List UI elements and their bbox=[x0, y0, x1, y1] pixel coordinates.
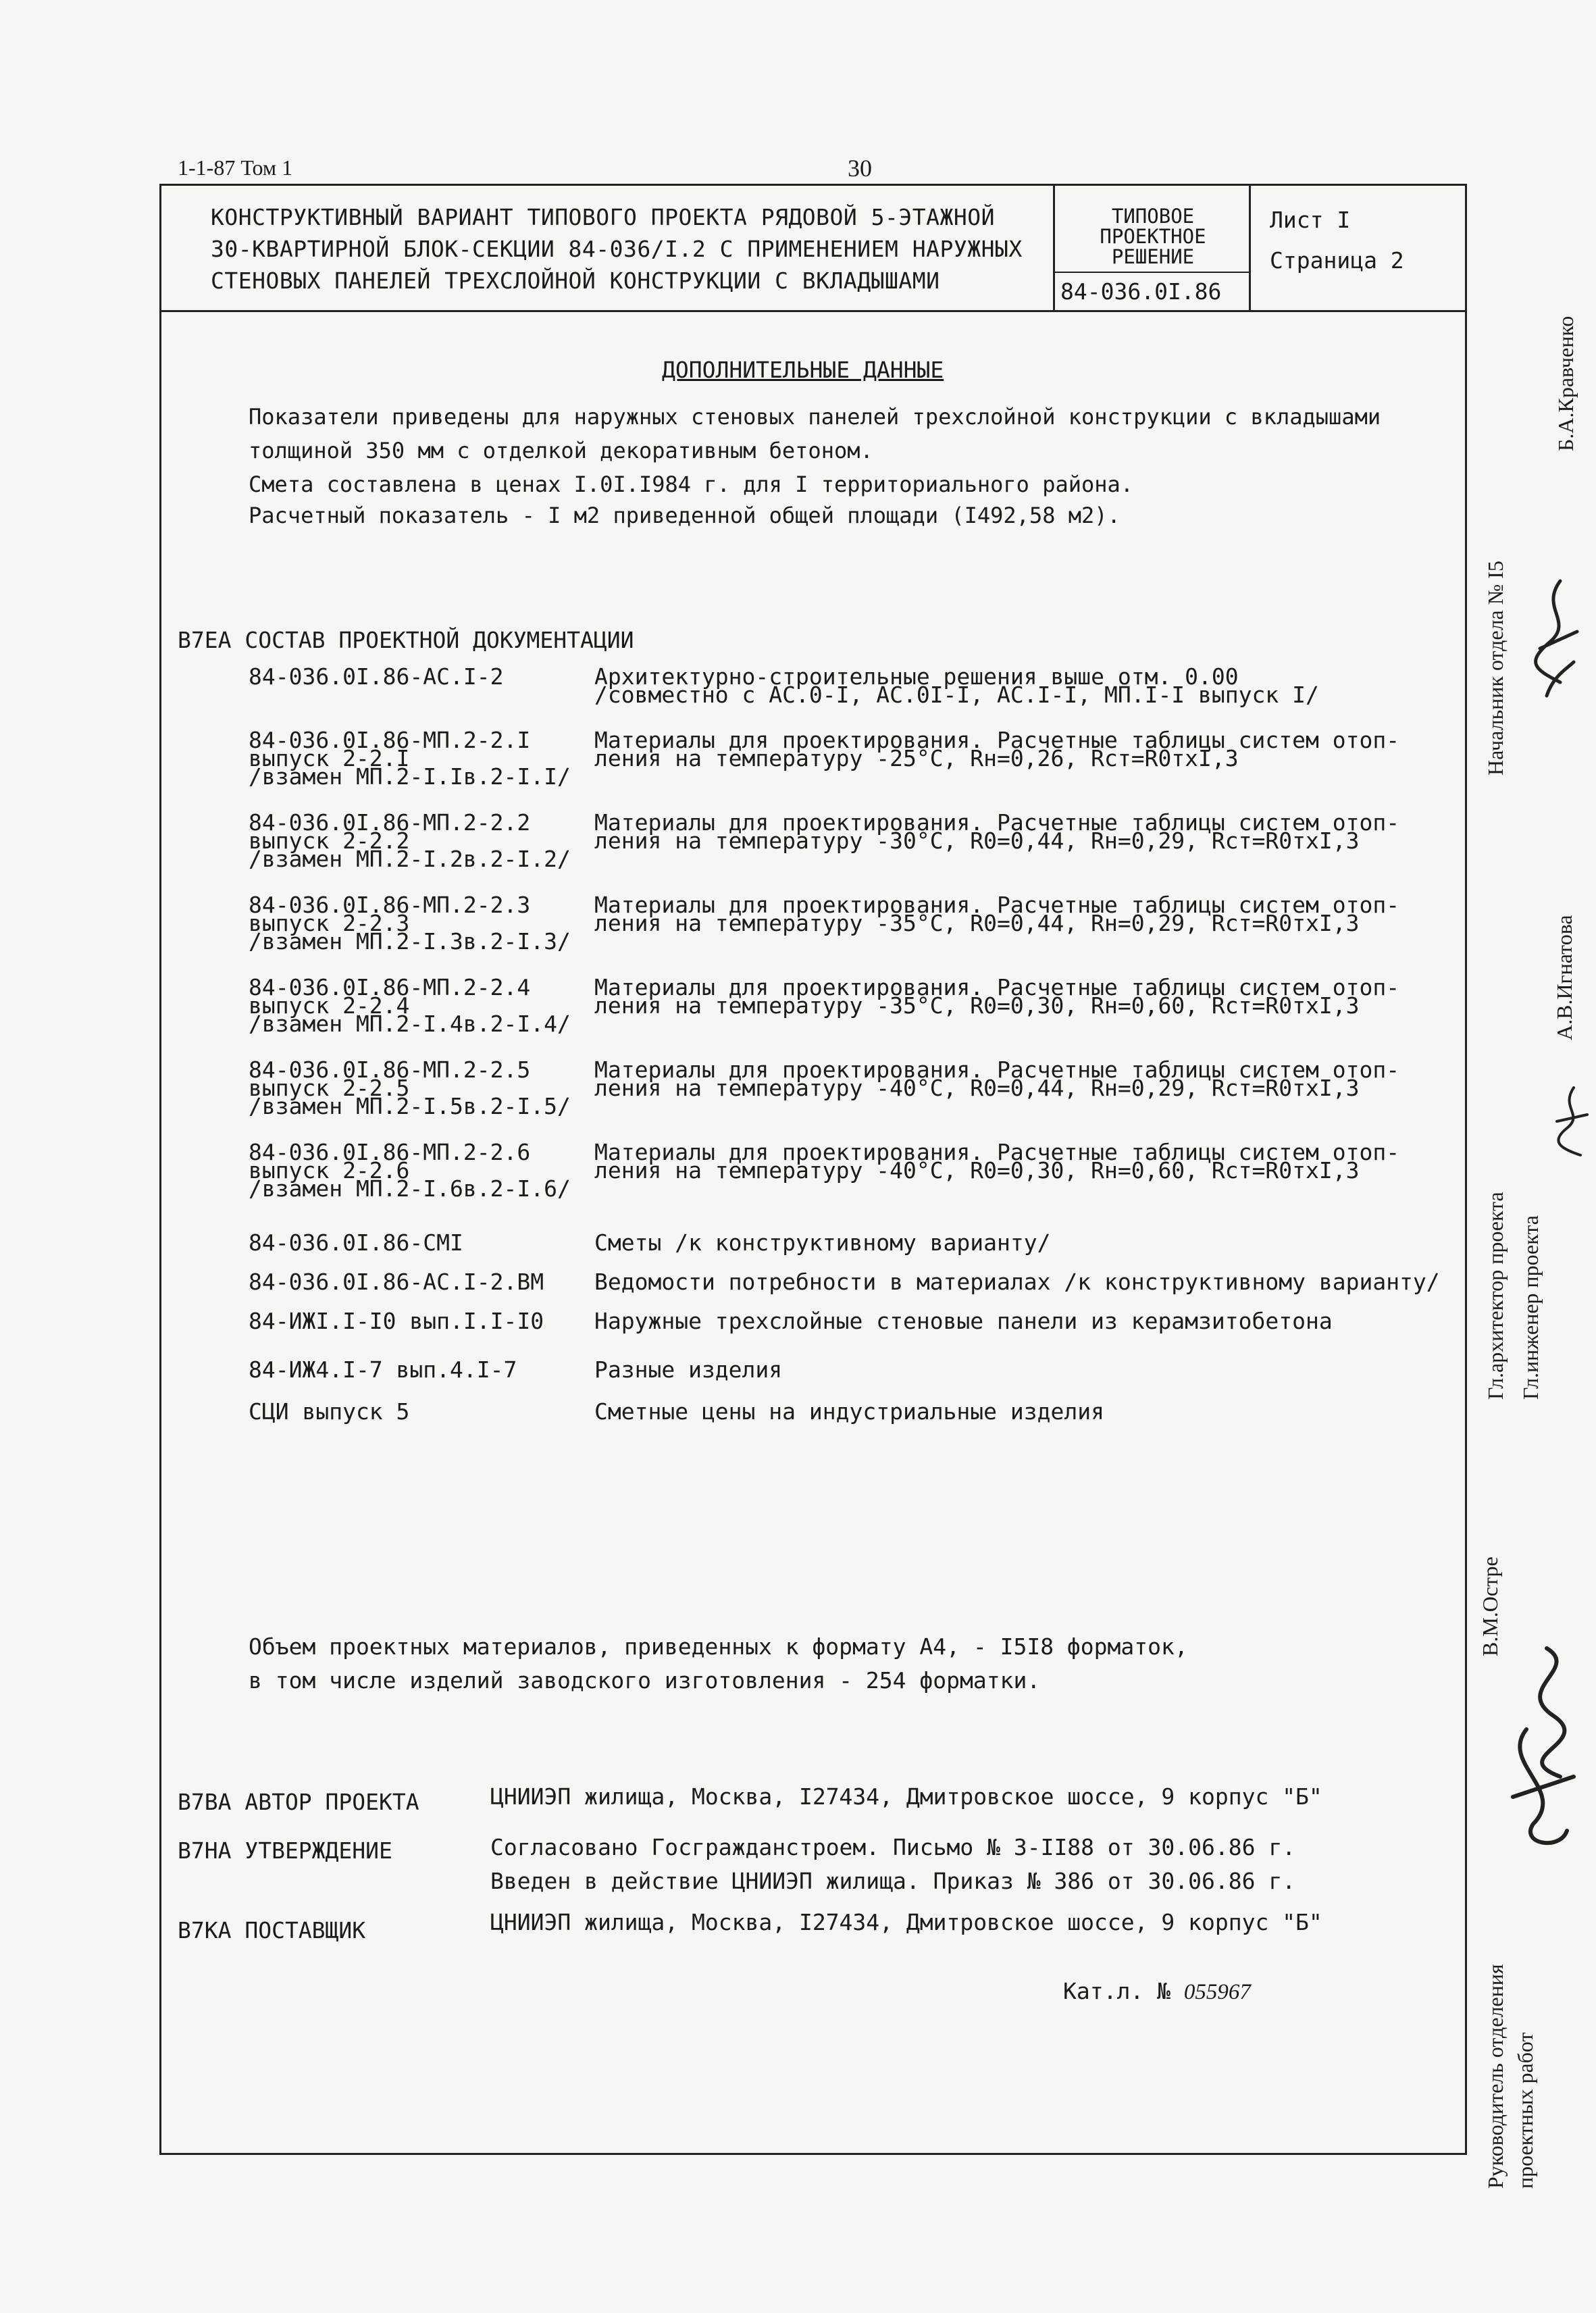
head-dept-title: Начальник отдела № I5 bbox=[1483, 561, 1508, 776]
doc-code: 84-036.0I.86-МП.2-2.5 выпуск 2-2.5 /взамен МП.2-I.5в.2-I.5/ bbox=[249, 1057, 571, 1119]
title-line: 30-КВАРТИРНОЙ БЛОК-СЕКЦИИ 84-036/I.2 С ПРИМЕНЕНИЕМ НАРУЖНЫХ bbox=[211, 236, 1023, 262]
doc-code: 84-036.0I.86-МП.2-2.6 выпуск 2-2.6 /взамен МП.2-I.6в.2-I.6/ bbox=[249, 1139, 571, 1202]
sheet-number: Лист I bbox=[1270, 207, 1351, 233]
supplier-label: В7КА ПОСТАВЩИК bbox=[178, 1917, 366, 1943]
approval-label: В7НА УТВЕРЖДЕНИЕ bbox=[178, 1837, 392, 1864]
additional-paragraph: толщиной 350 мм с отделкой декоративным бетоном. bbox=[249, 438, 873, 463]
doc-code: 84-036.0I.86-МП.2-2.I выпуск 2-2.I /взамен МП.2-I.Iв.2-I.I/ bbox=[249, 727, 571, 790]
doc-description: Материалы для проектирования. Расчетные таблицы систем отоп- ления на температуру -35°С, R0=0,44, Rн=0,29, Rст=R0тхI,3 bbox=[594, 892, 1400, 936]
signature-manager bbox=[1486, 1642, 1587, 1858]
catalog-number bbox=[1063, 1978, 1251, 2005]
doc-code: 84-036.0I.86-АС.I-2 bbox=[249, 663, 504, 690]
doc-description: Материалы для проектирования. Расчетные таблицы систем отоп- ления на температуру -40°С, R0=0,30, Rн=0,60, Rст=R0тхI,3 bbox=[594, 1139, 1400, 1184]
catalog-value: 055967 bbox=[1183, 1980, 1251, 2004]
manager-title: проектных работ bbox=[1513, 2032, 1537, 2189]
head-dept-name: Б.А.Кравченко bbox=[1553, 315, 1578, 451]
doc-description: Материалы для проектирования. Расчетные таблицы систем отоп- ления на температуру -35°С, R0=0,30, Rн=0,60, Rст=R0тхI,3 bbox=[594, 974, 1400, 1019]
tip-divider bbox=[1055, 272, 1251, 273]
doc-description: Ведомости потребности в материалах /к конструктивному варианту/ bbox=[594, 1269, 1440, 1295]
doc-code: 84-ИЖI.I-I0 вып.I.I-I0 bbox=[249, 1308, 544, 1334]
additional-paragraph: Показатели приведены для наружных стеновых панелей трехслойной конструкции с вкладышами bbox=[249, 404, 1381, 430]
title-line: СТЕНОВЫХ ПАНЕЛЕЙ ТРЕХСЛОЙНОЙ КОНСТРУКЦИИ С ВКЛАДЫШАМИ bbox=[211, 268, 940, 294]
doc-description: Разные изделия bbox=[594, 1356, 783, 1383]
tip-label-line: РЕШЕНИЕ bbox=[1111, 245, 1195, 268]
doc-code: 84-036.0I.86-МП.2-2.2 выпуск 2-2.2 /взамен МП.2-I.2в.2-I.2/ bbox=[249, 809, 571, 872]
doc-code: 84-ИЖ4.I-7 вып.4.I-7 bbox=[249, 1356, 517, 1383]
doc-description: Сметные цены на индустриальные изделия bbox=[594, 1398, 1104, 1425]
catalog-label: Кат.л. № bbox=[1063, 1978, 1170, 2004]
doc-code: 84-036.0I.86-СМI bbox=[249, 1229, 463, 1256]
document-title bbox=[211, 201, 1041, 297]
author-value: ЦНИИЭП жилища, Москва, I27434, Дмитровское шоссе, 9 корпус "Б" bbox=[490, 1783, 1322, 1810]
doc-code: СЦИ выпуск 5 bbox=[249, 1398, 410, 1425]
volume-line: в том числе изделий заводского изготовления - 254 форматки. bbox=[249, 1667, 1041, 1694]
approval-value: Согласовано Госгражданстроем. Письмо № 3-II88 от 30.06.86 г. Введен в действие ЦНИИЭП жилища. Приказ № 386 от 30.06.86 г. bbox=[490, 1834, 1296, 1894]
tip-label-line: ТИПОВОЕ bbox=[1111, 205, 1195, 228]
page-label: Страница 2 bbox=[1270, 247, 1404, 274]
supplier-value: ЦНИИЭП жилища, Москва, I27434, Дмитровское шоссе, 9 корпус "Б" bbox=[490, 1909, 1322, 1935]
manager-title: Руководитель отделения bbox=[1483, 1964, 1508, 2189]
tip-code: 84-036.0I.86 bbox=[1060, 278, 1222, 305]
additional-paragraph: Расчетный показатель - I м2 приведенной общей площади (I492,58 м2). bbox=[249, 503, 1121, 528]
page-number: 30 bbox=[848, 155, 872, 182]
doc-code: 84-036.0I.86-МП.2-2.3 выпуск 2-2.3 /взамен МП.2-I.3в.2-I.3/ bbox=[249, 892, 571, 955]
doc-description: Архитектурно-строительные решения выше отм. 0.00 /совместно с АС.0-I, АС.0I-I, АС.I-I, МП.I-I выпуск I/ bbox=[594, 663, 1319, 708]
doc-description: Сметы /к конструктивному варианту/ bbox=[594, 1229, 1051, 1256]
doc-code: 84-036.0I.86-МП.2-2.4 выпуск 2-2.4 /взамен МП.2-I.4в.2-I.4/ bbox=[249, 974, 571, 1037]
manager-name: В.М.Остре bbox=[1478, 1556, 1502, 1656]
chief-architect-title: Гл.архитектор проекта bbox=[1483, 1192, 1508, 1400]
title-line: КОНСТРУКТИВНЫЙ ВАРИАНТ ТИПОВОГО ПРОЕКТА РЯДОВОЙ 5-ЭТАЖНОЙ bbox=[211, 204, 995, 230]
composition-heading: В7ЕА СОСТАВ ПРОЕКТНОЙ ДОКУМЕНТАЦИИ bbox=[178, 627, 634, 653]
volume-line: Объем проектных материалов, приведенных к формату А4, - I5I8 форматок, bbox=[249, 1633, 1188, 1660]
tip-label-line: ПРОЕКТНОЕ bbox=[1100, 225, 1206, 248]
chief-engineer-name: А.В.Игнатова bbox=[1552, 915, 1576, 1040]
signature-head-dept bbox=[1513, 567, 1587, 709]
series-reference: 1-1-87 Том 1 bbox=[178, 155, 293, 180]
additional-paragraph: Смета составлена в ценах I.0I.I984 г. для I территориального района. bbox=[249, 472, 1134, 497]
signature-chief-engineer bbox=[1547, 1081, 1594, 1162]
doc-description: Наружные трехслойные стеновые панели из керамзитобетона bbox=[594, 1308, 1333, 1334]
chief-engineer-title: Гл.инженер проекта bbox=[1518, 1215, 1543, 1400]
doc-description: Материалы для проектирования. Расчетные таблицы систем отоп- ления на температуру -30°С, R0=0,44, Rн=0,29, Rст=R0тхI,3 bbox=[594, 809, 1400, 854]
doc-description: Материалы для проектирования. Расчетные таблицы систем отоп- ления на температуру -25°С, Rн=0,26, Rст=R0тхI,3 bbox=[594, 727, 1400, 771]
additional-data-heading: ДОПОЛНИТЕЛЬНЫЕ ДАННЫЕ bbox=[662, 357, 944, 383]
doc-code: 84-036.0I.86-АС.I-2.ВМ bbox=[249, 1269, 544, 1295]
author-label: В7ВА АВТОР ПРОЕКТА bbox=[178, 1789, 419, 1815]
doc-description: Материалы для проектирования. Расчетные таблицы систем отоп- ления на температуру -40°С, R0=0,44, Rн=0,29, Rст=R0тхI,3 bbox=[594, 1057, 1400, 1101]
